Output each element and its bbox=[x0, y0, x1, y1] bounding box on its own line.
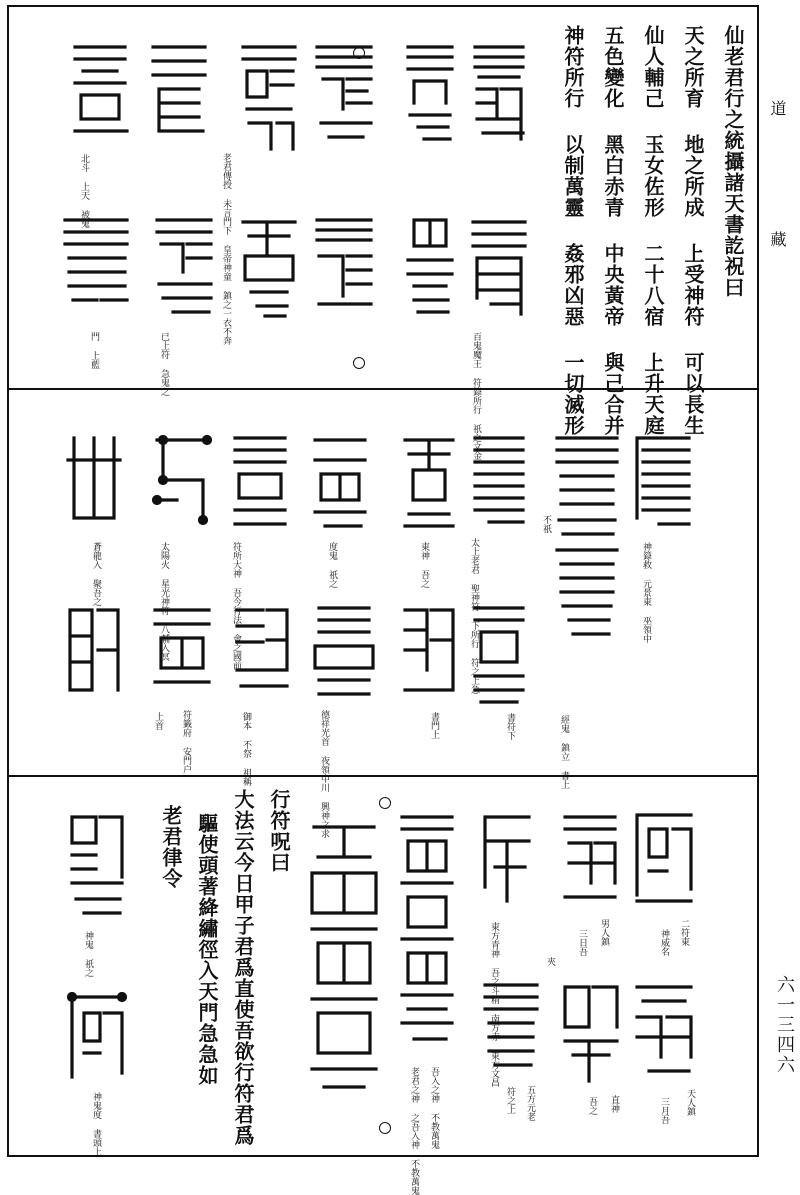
seal-note: 男人鎮 bbox=[599, 919, 609, 946]
seal-note: 符所大神 吾今行法 會之國前 bbox=[231, 542, 241, 670]
text-column-2: 天之所育 地之所成 上受神符 可以長生 bbox=[681, 25, 705, 436]
talisman-glyph bbox=[59, 212, 135, 322]
talisman-glyph bbox=[309, 430, 371, 540]
seal-note: 神鬼 祇之 bbox=[83, 931, 93, 977]
spell-line-3: 驅使頭著絳繡徑入天門急急如 bbox=[195, 813, 219, 1086]
talisman-glyph bbox=[237, 39, 301, 159]
seal-note: 老君之神 之吾入神 不教萬鬼 bbox=[409, 1067, 419, 1195]
spell-line-1: 行符呪曰 bbox=[267, 789, 291, 873]
talisman-glyph bbox=[149, 212, 219, 322]
talisman-glyph bbox=[67, 39, 133, 149]
seal-note: 老君傳授 未言門下 皇帝神童 鎮之一衣不奔 bbox=[221, 153, 231, 345]
talisman-glyph bbox=[559, 977, 623, 1087]
seal-note: 吾之 bbox=[587, 1097, 597, 1115]
talisman-glyph bbox=[471, 600, 527, 710]
talisman-glyph bbox=[629, 807, 699, 917]
seal-note: 度鬼 祇之 bbox=[327, 542, 337, 588]
talisman-glyph bbox=[149, 39, 209, 149]
talisman-glyph bbox=[479, 807, 535, 917]
talisman-glyph bbox=[404, 39, 456, 149]
talisman-glyph bbox=[404, 212, 456, 322]
talisman-glyph bbox=[469, 212, 529, 322]
text-column-3: 仙人輔己 玉女佐形 二十八宿 上升天庭 bbox=[641, 25, 665, 436]
seal-note: 不祇 bbox=[541, 515, 551, 533]
talisman-glyph bbox=[64, 430, 124, 540]
talisman-glyph bbox=[469, 39, 529, 149]
panel-top bbox=[9, 7, 757, 460]
talisman-glyph bbox=[629, 977, 699, 1087]
talisman-glyph bbox=[231, 600, 293, 710]
talisman-glyph bbox=[149, 430, 215, 540]
page-frame bbox=[7, 5, 759, 1195]
seal-note: 書門上 bbox=[429, 712, 439, 739]
talisman-glyph bbox=[469, 430, 529, 540]
seal-note: 神籙救 元景東 巫領中 bbox=[641, 542, 651, 643]
seal-note: 御本 不祭 祖稱 bbox=[241, 712, 251, 786]
spell-line-4: 老君律令 bbox=[159, 805, 183, 889]
seal-note: 五方元老 bbox=[525, 1085, 535, 1121]
seal-note: 東方青神 吾之斗精 南方赤 東方文昌 bbox=[489, 922, 499, 1087]
seal-note: 北斗 上天 被鬼 bbox=[79, 154, 89, 228]
talisman-glyph bbox=[479, 977, 543, 1087]
talisman-glyph bbox=[64, 807, 130, 927]
seal-note: 三日吾 bbox=[577, 929, 587, 956]
page-number: 六一三四六 bbox=[774, 975, 795, 1075]
talisman-glyph bbox=[394, 807, 460, 1057]
seal-note: 二符東 bbox=[679, 919, 689, 946]
spell-line-2: 大法云今日甲子君爲直使吾欲行符君爲 bbox=[231, 789, 255, 1146]
seal-note: 吾入之神 不教萬鬼 bbox=[429, 1067, 439, 1149]
talisman-glyph bbox=[304, 817, 384, 1107]
talisman-glyph bbox=[549, 430, 629, 650]
talisman-glyph bbox=[64, 600, 124, 710]
text-column-1: 仙老君行之統攝諸天書訖祝曰 bbox=[721, 25, 745, 298]
seal-note: 蒼龍入 聚吾之 bbox=[91, 542, 101, 606]
binding-hole bbox=[379, 797, 391, 809]
seal-note: 門 上藍 bbox=[89, 332, 99, 369]
binding-hole bbox=[379, 1122, 391, 1134]
panel-bottom bbox=[9, 777, 757, 1195]
seal-note: 德祥光首 夜領中川 興神之求 bbox=[319, 710, 329, 838]
seal-note: 東神 吾之 bbox=[419, 542, 429, 588]
seal-note: 神威名 bbox=[659, 929, 669, 956]
talisman-glyph bbox=[309, 600, 379, 710]
talisman-glyph bbox=[399, 430, 459, 540]
seal-note: 太上老君 聖神符 下所行 符之上急 bbox=[469, 538, 479, 694]
talisman-glyph bbox=[229, 430, 291, 540]
seal-note: 百鬼魔王 符籙所行 祇之文金 bbox=[471, 332, 481, 460]
talisman-glyph bbox=[309, 212, 379, 322]
talisman-glyph bbox=[559, 807, 621, 917]
margin-title: 道 藏 bbox=[768, 100, 787, 295]
binding-hole bbox=[353, 357, 365, 369]
seal-note: 已上符 急鬼之 bbox=[159, 332, 169, 396]
seal-note: 經鬼 鎮立 書上 bbox=[559, 715, 569, 789]
talisman-glyph bbox=[64, 987, 130, 1097]
seal-note: 三月吾 bbox=[659, 1097, 669, 1124]
talisman-glyph bbox=[149, 600, 215, 710]
seal-note: 上首 bbox=[153, 712, 163, 730]
text-column-5: 神符所行 以制萬靈 姦邪凶惡 一切滅形 bbox=[561, 25, 585, 436]
seal-note: 神鬼度 書頭上 bbox=[91, 1092, 101, 1156]
seal-note: 符之上 bbox=[505, 1087, 515, 1114]
seal-note: 書符下 bbox=[505, 713, 515, 740]
talisman-glyph bbox=[629, 430, 699, 540]
seal-note: 直神 bbox=[609, 1095, 619, 1113]
seal-note: 符籤府 安門户 bbox=[181, 710, 191, 774]
seal-note: 夾 bbox=[545, 957, 555, 966]
talisman-glyph bbox=[399, 600, 459, 710]
talisman-glyph bbox=[309, 39, 379, 149]
seal-note: 太陽火 星光神符 八輔入冥 bbox=[159, 542, 169, 661]
text-column-4: 五色變化 黑白赤青 中央黃帝 與己合并 bbox=[601, 25, 625, 436]
seal-note: 天人鎮 bbox=[685, 1089, 695, 1116]
talisman-glyph bbox=[237, 212, 301, 322]
